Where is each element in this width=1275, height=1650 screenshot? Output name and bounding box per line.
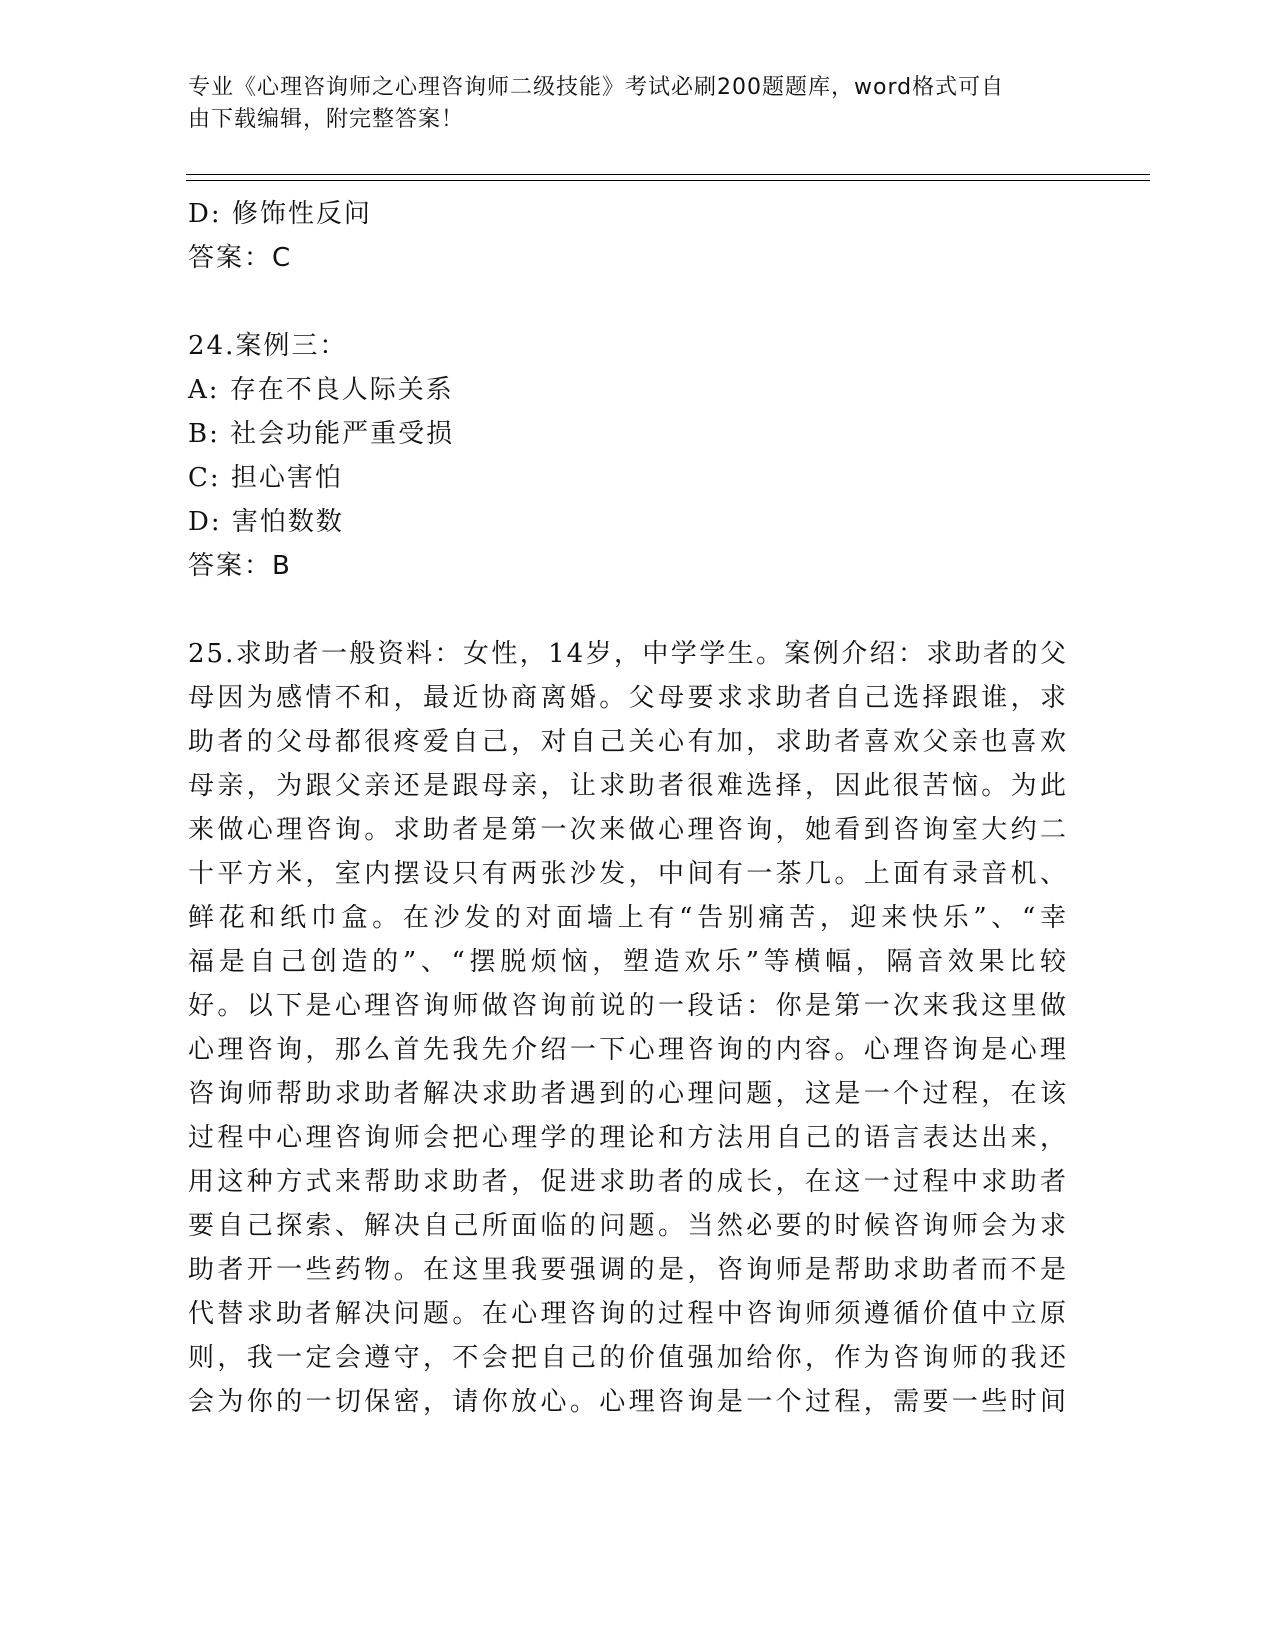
spacer bbox=[188, 588, 1088, 632]
q25-paragraph bbox=[188, 632, 1068, 1424]
q23-answer: 答案：C bbox=[188, 243, 293, 273]
paragraph-line: 好。以下是心理咨询师做咨询前说的一段话：你是第一次来我这里做 bbox=[188, 991, 1068, 1021]
paragraph-line: 十平方米，室内摆设只有两张沙发，中间有一茶几。上面有录音机、 bbox=[188, 859, 1068, 889]
paragraph-line: 会为你的一切保密，请你放心。心理咨询是一个过程，需要一些时间 bbox=[188, 1387, 1068, 1417]
paragraph-line: 母亲，为跟父亲还是跟母亲，让求助者很难选择，因此很苦恼。为此 bbox=[188, 771, 1068, 801]
paragraph-line: 要自己探索、解决自己所面临的问题。当然必要的时候咨询师会为求 bbox=[188, 1211, 1068, 1241]
q24-option-b: B: 社会功能严重受损 bbox=[188, 419, 455, 449]
paragraph-line: 助者开一些药物。在这里我要强调的是，咨询师是帮助求助者而不是 bbox=[188, 1255, 1068, 1285]
paragraph-line: 福是自己创造的”、“摆脱烦恼，塑造欢乐”等横幅，隔音效果比较 bbox=[188, 947, 1068, 977]
paragraph-line: 则，我一定会遵守，不会把自己的价值强加给你，作为咨询师的我还 bbox=[188, 1343, 1068, 1373]
spacer bbox=[188, 280, 1088, 324]
header-divider-top bbox=[186, 174, 1150, 175]
header-line-1: 专业《心理咨询师之心理咨询师二级技能》考试必刷200题题库，word格式可自 bbox=[188, 75, 1005, 100]
q24-answer: 答案：B bbox=[188, 551, 292, 581]
q24-option-d: D: 害怕数数 bbox=[188, 507, 344, 537]
paragraph-line: 鲜花和纸巾盒。在沙发的对面墙上有“告别痛苦，迎来快乐”、“幸 bbox=[188, 903, 1068, 933]
header-line-2: 由下载编辑，附完整答案！ bbox=[188, 107, 465, 132]
header-divider-bottom bbox=[186, 180, 1150, 181]
paragraph-line: 代替求助者解决问题。在心理咨询的过程中咨询师须遵循价值中立原 bbox=[188, 1299, 1068, 1329]
paragraph-line: 助者的父母都很疼爱自己，对自己关心有加，求助者喜欢父亲也喜欢 bbox=[188, 727, 1068, 757]
q24-option-a: A: 存在不良人际关系 bbox=[188, 375, 454, 405]
paragraph-line: 过程中心理咨询师会把心理学的理论和方法用自己的语言表达出来， bbox=[188, 1123, 1068, 1153]
paragraph-line: 25.求助者一般资料：女性，14岁，中学学生。案例介绍：求助者的父 bbox=[188, 639, 1068, 669]
paragraph-line: 用这种方式来帮助求助者，促进求助者的成长，在这一过程中求助者 bbox=[188, 1167, 1068, 1197]
paragraph-line: 心理咨询，那么首先我先介绍一下心理咨询的内容。心理咨询是心理 bbox=[188, 1035, 1068, 1065]
paragraph-line: 咨询师帮助求助者解决求助者遇到的心理问题，这是一个过程，在该 bbox=[188, 1079, 1068, 1109]
paragraph-line: 来做心理咨询。求助者是第一次来做心理咨询，她看到咨询室大约二 bbox=[188, 815, 1068, 845]
q23-option-d: D: 修饰性反问 bbox=[188, 199, 372, 229]
paragraph-line: 母因为感情不和，最近协商离婚。父母要求求助者自己选择跟谁，求 bbox=[188, 683, 1068, 713]
document-header bbox=[188, 72, 1068, 136]
document-body bbox=[188, 192, 1088, 1424]
q24-option-c: C: 担心害怕 bbox=[188, 463, 343, 493]
q24-question: 24.案例三： bbox=[188, 331, 348, 361]
